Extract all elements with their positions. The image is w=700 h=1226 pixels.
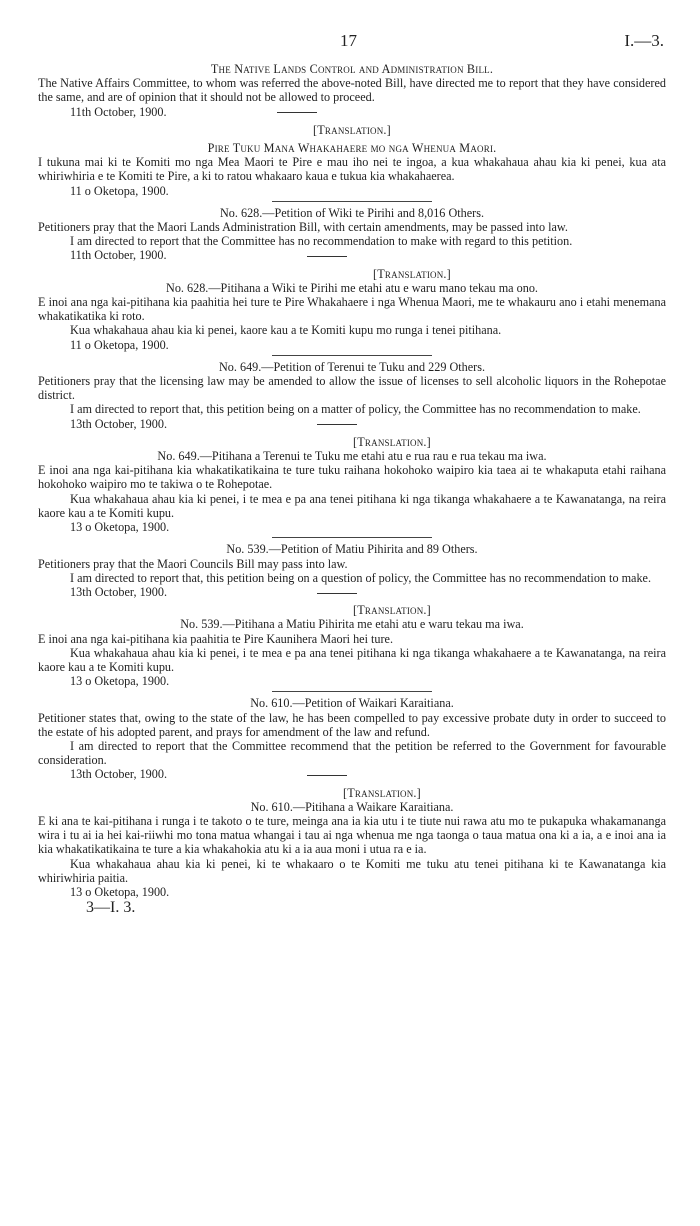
petition-translation-report: Kua whakahaua ahau kia ki penei, i te mea e pa ana tenei pitihana ki nga tikanga whakahaere a te Kawanatanga, na reira kaore kau a te Komiti kupu.: [38, 491, 666, 520]
petition-body: Petitioners pray that the Maori Councils Bill may pass into law.: [38, 556, 348, 571]
petition-date-row: [38, 767, 666, 781]
petition-translation-body: E inoi ana nga kai-pitihana kia whakatikatikaina te ture tuku raihana hokohoko waipiro kia taea ai te whakaputa etahi raihana hokohoko waipiro mo te takiwa o te Rohepotae.: [38, 463, 666, 492]
short-divider: [277, 112, 317, 113]
petition-translation-date: 13 o Oketopa, 1900.: [70, 884, 170, 899]
petition-translation-report: Kua whakahaua ahau kia ki penei, kaore kau a te Komiti kupu mo runga i tenei pitihana.: [70, 323, 502, 338]
petition-date: 13th October, 1900.: [70, 416, 167, 431]
petition-heading: No. 649.—Petition of Terenui te Tuku and 229 Others.: [218, 359, 486, 374]
petition-translation-heading: No. 649.—Pitihana a Terenui te Tuku me etahi atu e rua rau e rua tekau ma iwa.: [157, 449, 547, 464]
signature-mark: 3—I. 3.: [86, 899, 136, 917]
translation-label: [Translation.]: [353, 603, 431, 618]
petition-heading: No. 539.—Petition of Matiu Pihirita and 89 Others.: [226, 542, 478, 557]
petition-translation-body: E inoi ana nga kai-pitihana kia paahitia te Pire Kaunihera Maori hei ture.: [38, 631, 393, 646]
petition-date-row: [38, 585, 666, 599]
petition-body: Petitioners pray that the licensing law may be amended to allow the issue of licenses to sell alcoholic liquors in the Rohepotae district.: [38, 374, 666, 403]
petition-body: Petitioner states that, owing to the state of the law, he has been compelled to pay excessive probate duty in order to succeed to the estate of his adopted parent, and prays for amendment of the law and refund.: [38, 710, 666, 739]
translation-label: [Translation.]: [343, 785, 421, 800]
bill-body: The Native Affairs Committee, to whom was referred the above-noted Bill, have directed me to report that they have considered the same, and are of opinion that it should not be allowed to proceed.: [38, 76, 666, 105]
petition-heading: No. 610.—Petition of Waikari Karaitiana.: [250, 696, 454, 711]
bill-date: 11th October, 1900.: [70, 104, 167, 119]
translation-label: [Translation.]: [353, 434, 431, 449]
petition-translation-date: 13 o Oketopa, 1900.: [70, 520, 170, 535]
petition-report: I am directed to report that, this petition being on a question of policy, the Committee has no recommendation to make.: [70, 570, 652, 585]
petition-translation-body: E ki ana te kai-pitihana i runga i te takoto o te ture, meinga ana ia kia utu i te tiute nui rawa atu mo te pukapuka whakamananga wira i tu ai ia hei kai-riiwhi mo tona matua whangai i tau ai nga whenua me nga taonga o taua matua ona ki a ia, a e inoi ana ia kia whakatikatikaina te ture a kia whakahokia atu ki a ia aua moni i utua ra e ia.: [38, 813, 666, 857]
petition-report: I am directed to report that the Committee recommend that the petition be referred to the Government for favourable consideration.: [38, 738, 666, 768]
petition-translation-report: Kua whakahaua ahau kia ki penei, i te mea e pa ana tenei pitihana ki nga tikanga whakahaere a te Kawanatanga, na reira kaore kau a te Komiti kupu.: [38, 645, 666, 674]
document-reference: I.—3.: [624, 31, 664, 50]
petition-date: 13th October, 1900.: [70, 584, 167, 599]
petition-report: I am directed to report that, this petition being on a matter of policy, the Committee has no recommendation to make.: [70, 402, 641, 417]
petition-translation-heading: No. 539.—Pitihana a Matiu Pihirita me etahi atu e waru tekau ma iwa.: [180, 617, 524, 632]
bill-translation-title: Pire Tuku Mana Whakahaere mo nga Whenua Maori.: [207, 141, 497, 156]
petition-translation-report: Kua whakahaua ahau kia ki penei, ki te whakaaro o te Komiti me tuku atu tenei pitihana ki te Kawanatanga kia whiriwhiria paitia.: [38, 856, 666, 885]
short-divider: [307, 775, 347, 776]
section-divider: [272, 691, 432, 692]
section-divider: [272, 537, 432, 538]
page-header: [38, 31, 666, 62]
petition-translation-date: 11 o Oketopa, 1900.: [70, 337, 169, 352]
short-divider: [317, 593, 357, 594]
petition-translation-body: E inoi ana nga kai-pitihana kia paahitia hei ture te Pire Whakahaere i nga Whenua Maori, me te whakauru ano i etahi menemana whakatikatika ki roto.: [38, 295, 666, 324]
bill-translation-body: I tukuna mai ki te Komiti mo nga Mea Maori te Pire e mau iho nei te ingoa, a kua whakahaua ahau kia ki penei, kua ata whiriwhiria e te Komiti te Pire, a ki to ratou whakaaro kaua e tukua kia whakahaerea.: [38, 155, 666, 184]
translation-label: [Translation.]: [373, 266, 451, 281]
petition-translation-heading: No. 610.—Pitihana a Waikare Karaitiana.: [250, 799, 454, 814]
petition-heading: No. 628.—Petition of Wiki te Pirihi and 8,016 Others.: [219, 205, 484, 220]
section-divider: [272, 201, 432, 202]
bill-title: The Native Lands Control and Administration Bill.: [210, 62, 494, 76]
page-number: 17: [340, 31, 357, 50]
document-page: [38, 31, 666, 917]
petition-report: I am directed to report that the Committee has no recommendation to make with regard to this petition.: [70, 234, 573, 249]
short-divider: [307, 256, 347, 257]
short-divider: [317, 424, 357, 425]
section-divider: [272, 355, 432, 356]
bill-translation-date: 11 o Oketopa, 1900.: [70, 183, 169, 198]
petition-translation-date: 13 o Oketopa, 1900.: [70, 674, 170, 689]
petition-date-row: [38, 417, 666, 431]
translation-label: [Translation.]: [313, 122, 391, 137]
petition-translation-heading: No. 628.—Pitihana a Wiki te Pirihi me etahi atu e waru mano tekau ma ono.: [166, 280, 538, 295]
petition-date-row: [38, 248, 666, 262]
petition-body: Petitioners pray that the Maori Lands Administration Bill, with certain amendments, may be passed into law.: [38, 220, 568, 235]
bill-date-row: [38, 105, 666, 119]
petition-date: 11th October, 1900.: [70, 248, 167, 263]
petition-date: 13th October, 1900.: [70, 767, 167, 782]
